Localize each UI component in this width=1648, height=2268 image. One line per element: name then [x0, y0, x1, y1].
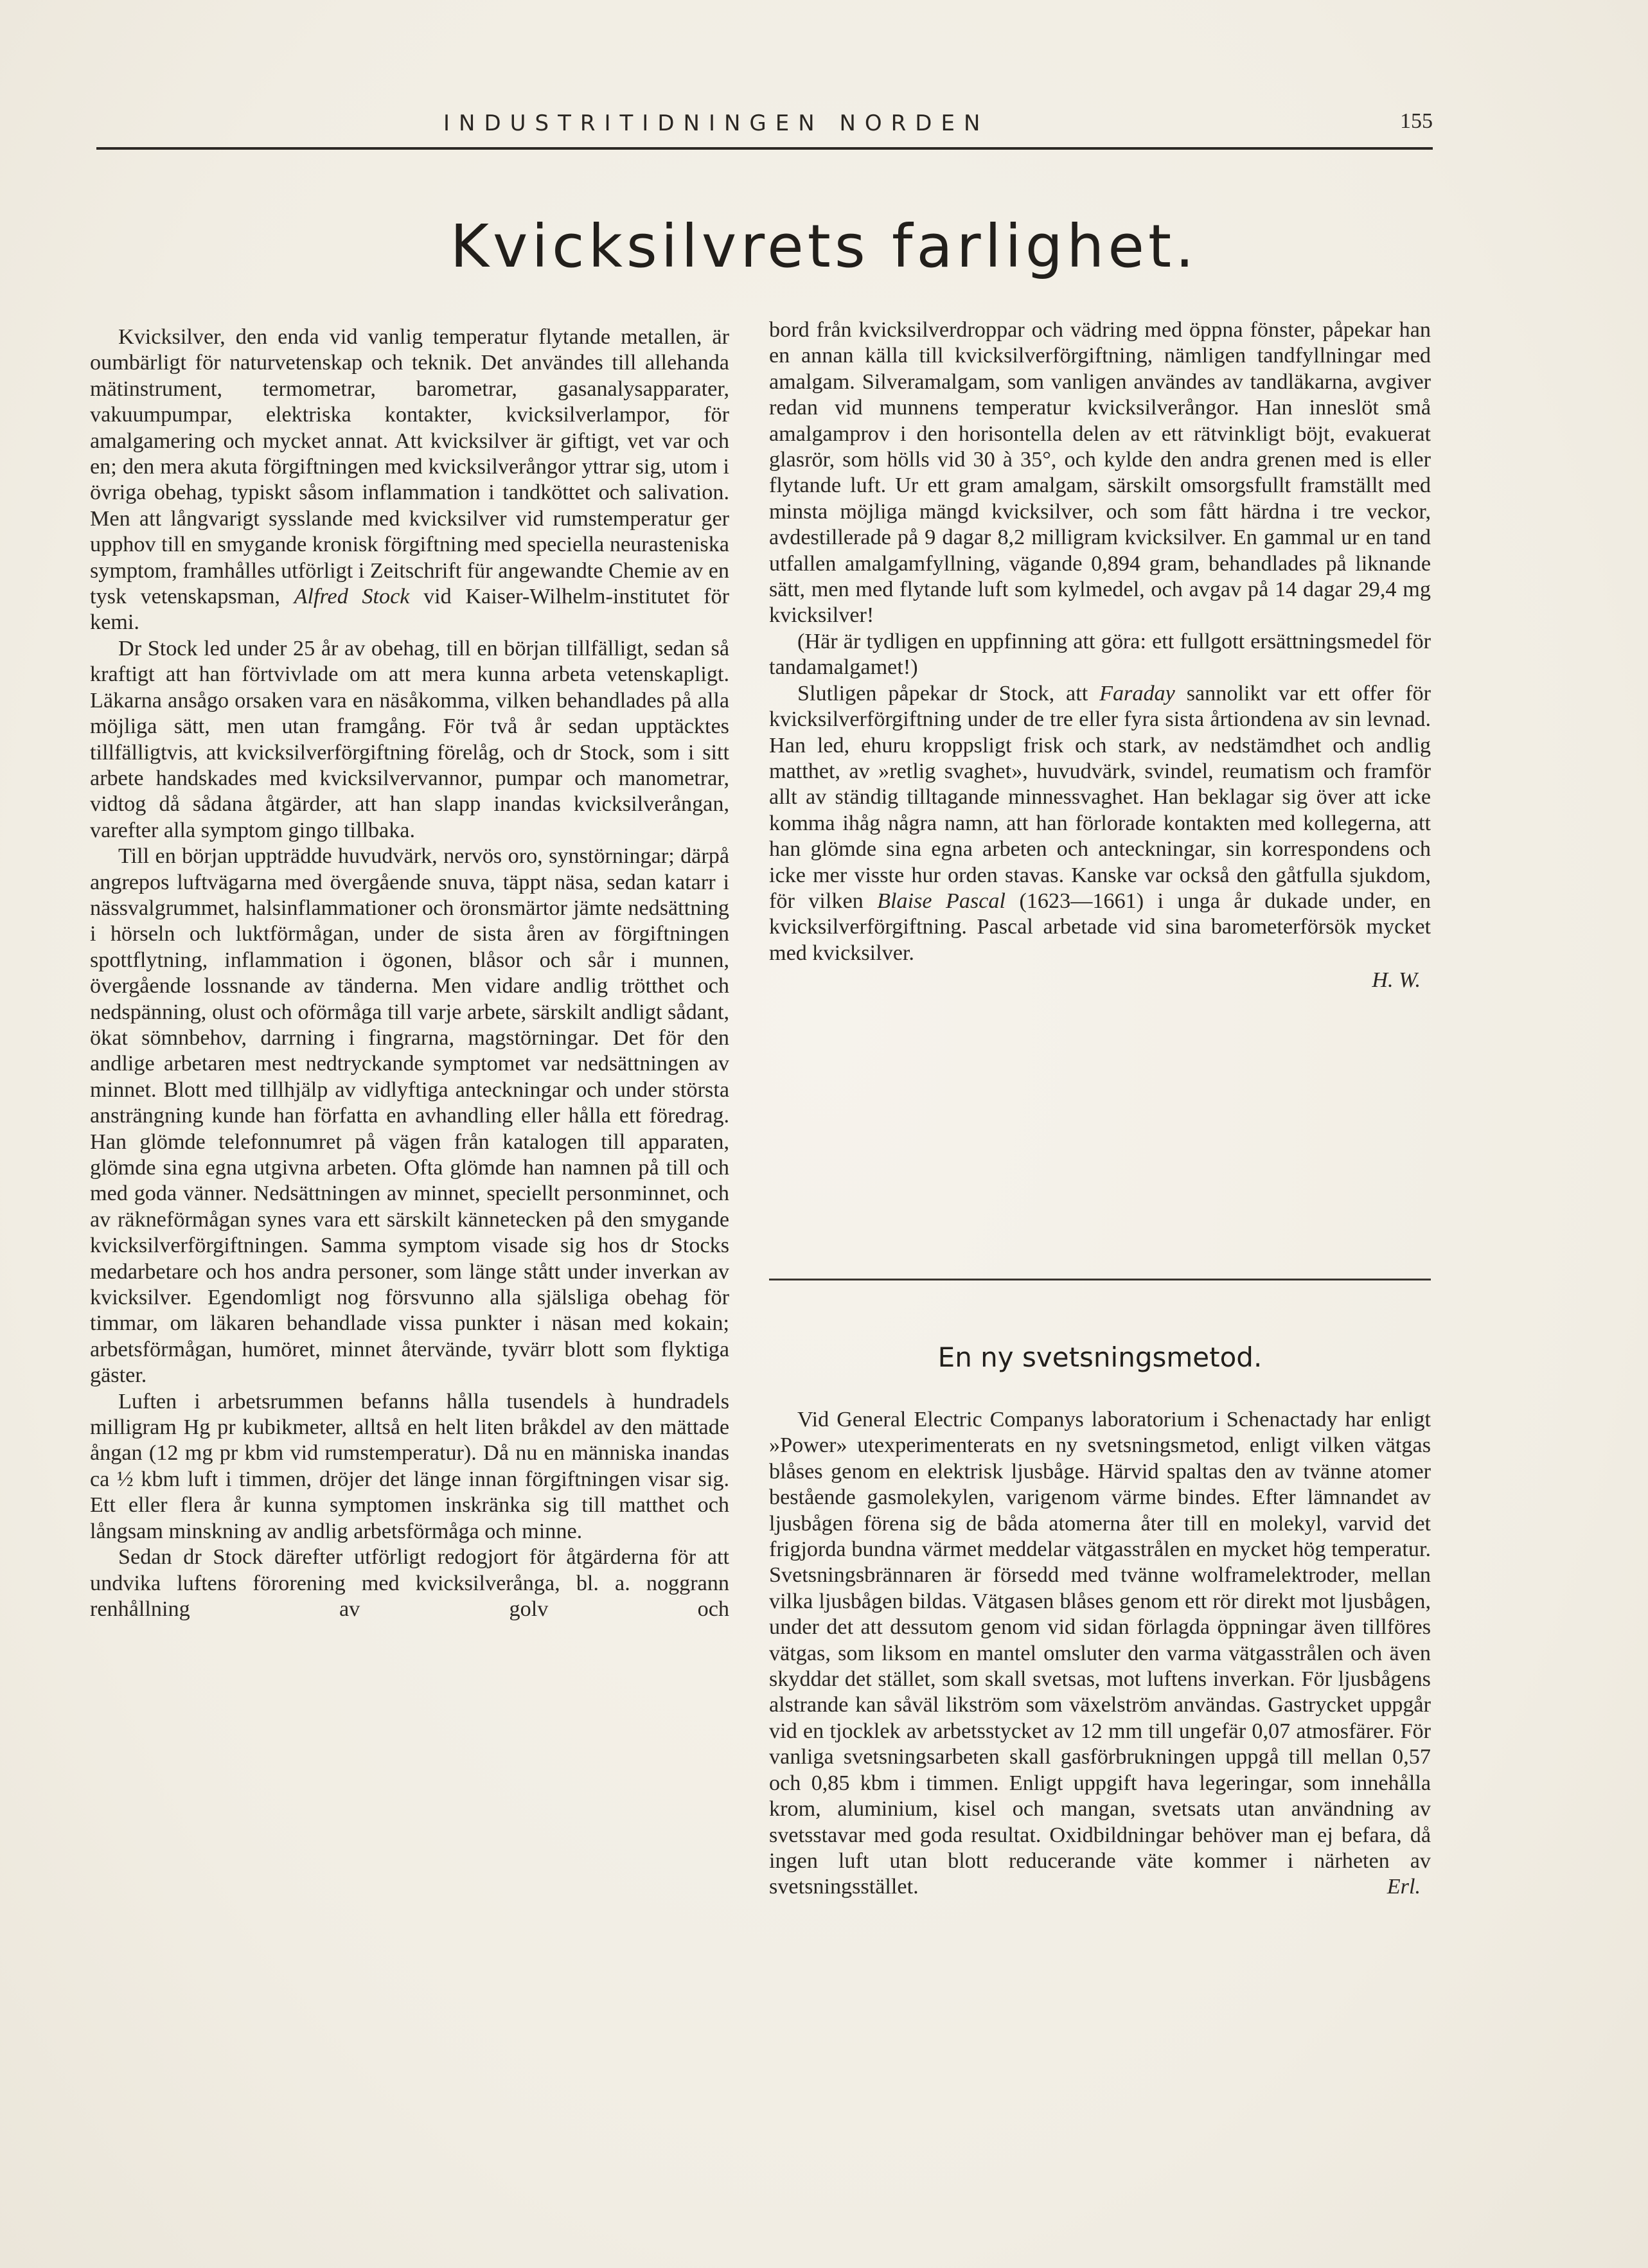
text-span: Kvicksilver, den enda vid vanlig temperatur flytande metallen, är oumbärligt för naturvetenskap och teknik. Det användes till allehanda mätinstrument, termometrar, barometrar, gasanalysapparater, vakuumpumpar, elektriska kontakter, kvicksilverlampor, för amalgamering och mycket annat. Att kvicksilver är giftigt, vet var och en; den mera akuta förgiftningen med kvicksilverångor yttrar sig, utom i övriga obehag, typiskt såsom inflammation i tandköttet och salivation. Men att långvarigt sysslande med kvicksilver vid rumstemperatur ger upphov till en smygande kronisk förgiftning med speciella neurasteniska symptom, framhålles utförligt i Zeitschrift für angewandte Chemie av en tysk vetenskapsman, — [90, 325, 729, 609]
article2-title: En ny svetsningsmetod. — [937, 1342, 1263, 1373]
running-title: INDUSTRITIDNINGEN NORDEN — [443, 111, 989, 136]
paragraph: Till en början uppträdde huvudvärk, nervös oro, synstörningar; därpå angrepos luftvägarna med övergående snuva, täppt näsa, sedan katarr i nässvalgrummet, halsinflammationer och öronsmärtor jämte nedsättning i hörseln och luktförmågan, under de sista åren av förgiftningen spottflytning, inflammation i ögonen, blåsor och sår i munnen, övergående lossnande av tänderna. Men vidare andlig trötthet och nedspänning, olust och oförmåga till varje arbete, särskilt andligt sådant, ökat sömnbehov, darrning i fingrarna, magstörningar. Det för den andlige arbetaren mest nedtryckande symptomet var nedsättningen av minnet. Blott med tillhjälp av vidlyftiga anteckningar och under största ansträngning kunde han författa en avhandling eller hålla ett föredrag. Han glömde telefonnumret på vägen från katalogen till apparaten, glömde sina egna utgivna arbeten. Ofta glömde han namnen på till och med goda vänner. Nedsättningen av minnet, speciellt personminnet, och av räkneförmågan synes vara ett särskilt kännetecken på den smygande kvicksilverförgiftningen. Samma symptom visade sig hos dr Stocks medarbetare och hos andra personer, som länge stått under inverkan av kvicksilver. Egendomligt nog försvunno alla själsliga obehag för timmar, om läkaren behandlade vissa punkter i näsan med kokain; arbetsförmågan, humöret, minnet återvände, tyvärr blott som flyktiga gäster. — [90, 844, 729, 1388]
text-span: Vid General Electric Companys laboratorium i Schenactady har enligt »Power» utexperimenterats en ny svetsningsmetod, enligt vilken vätgas blåses genom en elektrisk ljusbåge. Härvid spaltas den av tvänne atomer bestående gasmolekylen, varigenom värme bindes. Efter lämnandet av ljusbågen förena sig de båda atomerna åter till en molekyl, varvid det frigjorda bundna värmet meddelar vätgasstrålen en mycket hög temperatur. Svetsningsbrännaren är försedd med tvänne wolframelektroder, mellan vilka ljusbågen bildas. Vätgasen blåses genom ett rör direkt mot ljusbågen, under det att dessutom genom vid sidan förlagda öppningar även tillföres vätgas, som liksom en mantel omsluter den varma vätgasstrålen och även skyddar det stället, som skall svetsas, mot luftens inverkan. För ljusbågens alstrande kan såväl likström som växelström användas. Gastrycket uppgår vid en tjocklek av arbetsstycket av 12 mm till ungefär 0,07 atmosfärer. För vanliga svetsningsarbeten skall gasförbrukningen uppgå till mellan 0,57 och 0,85 kbm i timmen. Enligt uppgift hava legeringar, som innehålla krom, aluminium, kisel och mangan, svetsats utan användning av svetsstavar med goda resultat. Oxidbildningar behöver man ej befara, då ingen luft utan blott reducerande väte kommer i närheten av svetsningsstället. — [769, 1408, 1431, 1899]
paragraph — [769, 1407, 1431, 1900]
header-rule — [96, 147, 1433, 150]
text-span: vid Kaiser-Wilhelm-institutet för kemi. — [90, 585, 730, 635]
paragraph: (Här är tydligen en uppfinning att göra: ett fullgott ersättningsmedel för tandamalgamet!) — [769, 629, 1431, 680]
page-header — [96, 109, 1433, 148]
faraday-name: Faraday — [1099, 681, 1175, 705]
page-number: 155 — [1400, 109, 1433, 133]
text-span: sannolikt var ett offer för kvicksilverförgiftning under de tre eller fyra sista årtiondena av sin levnad. Han led, ehuru kroppsligt frisk och stark, av nedstämdhet och andlig matthet, av »retlig svaghet», huvudvärk, svindel, reumatism och framför allt av ständig tilltagande minnessvaghet. Han beklagar sig över att icke komma ihåg några namn, att han förlorade kontakten med kollegerna, att han glömde sina egna arbeten och anteckningar, sin korrespondens och icke mer visste hur orden stavas. Kanske var också den gåtfulla sjukdom, för vilken — [769, 681, 1431, 913]
paragraph: Sedan dr Stock därefter utförligt redogjort för åtgärderna för att undvika luftens förorening med kvicksilverånga, bl. a. noggrann renhållning av golv och — [90, 1545, 729, 1621]
text-span: (1623—1661) i unga år dukade under, en kvicksilverförgiftning. Pascal arbetade vid sina barometerförsök mycket med kvicksilver. — [769, 889, 1431, 965]
text-span: Slutligen påpekar dr Stock, att — [797, 681, 1088, 705]
author-name: Alfred Stock — [294, 585, 410, 609]
article2-signature: Erl. — [1387, 1875, 1421, 1899]
left-column — [90, 324, 729, 1622]
article-title: Kvicksilvrets farlighet. — [450, 212, 1198, 281]
paragraph-continued: bord från kvicksilverdroppar och vädring med öppna fönster, påpekar han en annan källa till kvicksilverförgiftning, nämligen tandfyllningar med amalgam. Silveramalgam, som vanligen användes av tandläkarna, avgiver redan vid munnens temperatur kvicksilverångor. Han inneslöt små amalgamprov i den horisontella delen av ett rätvinkligt böjt, evakuerat glasrör, som hölls vid 30 à 35°, och kylde den andra grenen med is eller flytande luft. Ur ett gram amalgam, särskilt omsorgsfullt framställt med minsta möjliga mängd kvicksilver, och som fått härdna i tre veckor, avdestillerade på 9 dagar 8,2 milligram kvicksilver. En gammal ur en tand utfallen amalgamfyllning, vägande 0,894 gram, behandlades på liknande sätt, men med flytande luft som kylmedel, och avgav på 14 dagar 29,4 mg kvicksilver! — [769, 318, 1431, 628]
article2-body — [769, 1407, 1431, 1900]
paragraph: Dr Stock led under 25 år av obehag, till en början tillfälligt, sedan så kraftigt att han förtvivlade om att mera kunna arbeta vetenskapligt. Läkarna ansågo orsaken vara en näsåkomma, vilken behandlades på alla möjliga sätt, men utan framgång. För två år sedan upptäcktes tillfälligtvis, att kvicksilverförgiftning förelåg, och dr Stock, som i sitt arbete handskades med kvicksilvervannor, pumpar och manometrar, vidtog då sådana åtgärder, att han slapp inandas kvicksilverångan, varefter alla symptom gingo tillbaka. — [90, 636, 729, 842]
paragraph — [769, 681, 1431, 966]
article-signature: H. W. — [1372, 968, 1421, 993]
paragraph: Luften i arbetsrummen befanns hålla tusendels à hundradels milligram Hg pr kubikmeter, alltså en helt liten bråkdel av den mättade ångan (12 mg pr kbm vid rumstemperatur). Då nu en människa inandas ca ½ kbm luft i timmen, dröjer det länge innan förgiftningen visar sig. Ett eller flera år kunna symptomen inskränka sig till matthet och långsam minskning av andlig arbetsförmåga och minne. — [90, 1389, 729, 1543]
pascal-name: Blaise Pascal — [877, 889, 1006, 913]
article-divider — [769, 1279, 1431, 1280]
right-column — [769, 317, 1431, 994]
paragraph — [90, 324, 729, 636]
